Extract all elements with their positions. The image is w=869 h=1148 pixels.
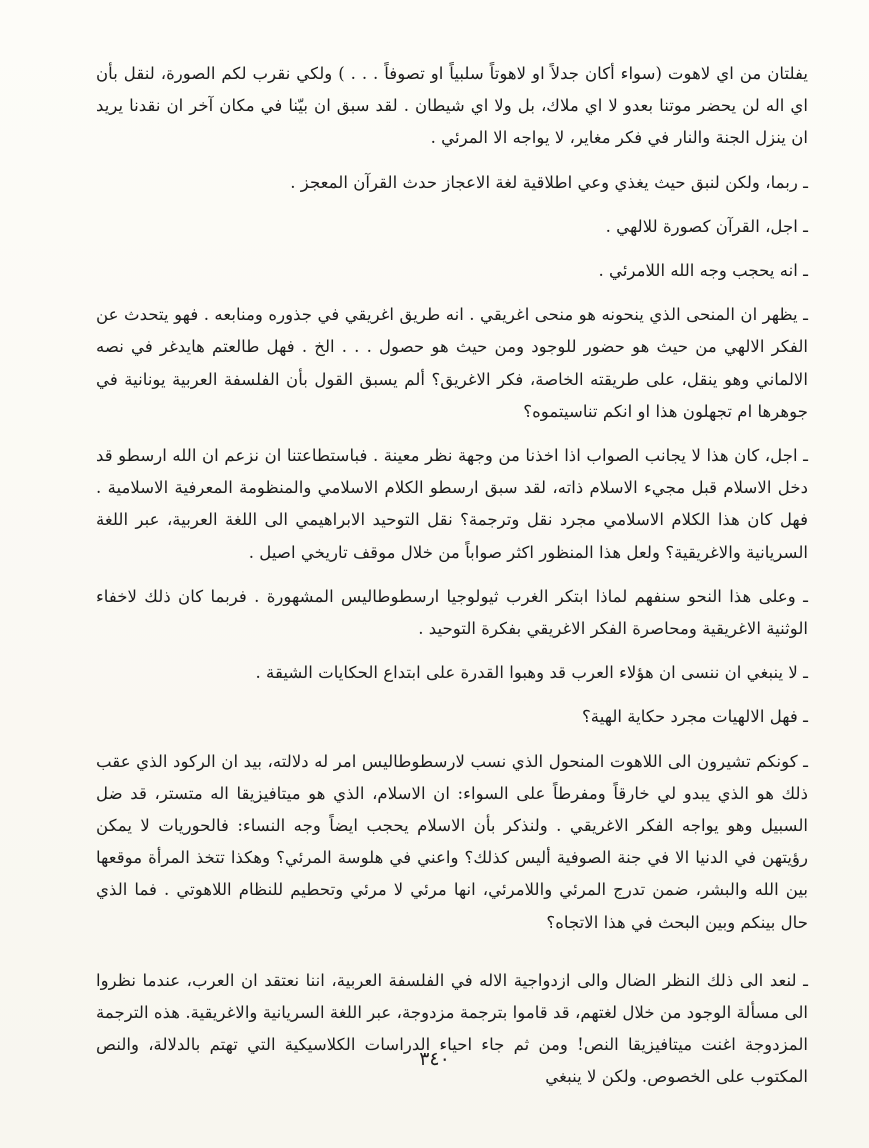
paragraph-8: ـ لا ينبغي ان ننسى ان هؤلاء العرب قد وهبوا القدرة على ابتداع الحكايات الشيقة . <box>255 663 808 683</box>
paragraph-6: ـ اجل، كان هذا لا يجانب الصواب اذا اخذنا من وجهة نظر معينة . فباستطاعتنا ان نزعم ان الله ارسطو قد دخل الاسلام قبل مجيء الاسلام ذاته، لقد سبق ارسطو الكلام الاسلامي والمنظومة المعرفية الاسلامية . فهل كان هذا الكلام الاسلامي مجرد نقل وترجمة؟ نقل التوحيد الابراهيمي الى اللغة العربية، عبر اللغة السريانية والاغريقية؟ ولعل هذا المنظور اكثر صواباً من خلال موقف تاريخي اصيل . <box>96 446 808 562</box>
body-text <box>96 58 808 1094</box>
page-number: ٣٤٠ <box>419 1048 450 1070</box>
paragraph-10: ـ كونكم تشيرون الى اللاهوت المنحول الذي نسب لارسطوطاليس امر له دلالته، بيد ان الركود الذي عقب ذلك هو الذي يبدو لي خارقاً ومفرطاً على السواء: ان الاسلام، الذي هو ميتافيزيقا اله متستر، قد ضل السبيل وهو يواجه الفكر الاغريقي . ولنذكر بأن الاسلام يحجب ايضاً وجه النساء: فالحوريات لا يمكن رؤيتهن في الدنيا الا في جنة الصوفية أليس كذلك؟ واعني في هلوسة المرئي؟ وهكذا تتخذ المرأة موقعها بين الله والبشر، ضمن تدرج المرئي واللامرئي، انها مرئي لا مرئي وتحطيم للنظام اللاهوتي . فما الذي حال بينكم وبين البحث في هذا الاتجاه؟ <box>96 751 808 932</box>
paragraph-4: ـ انه يحجب وجه الله اللامرئي . <box>598 261 808 281</box>
paragraph-9: ـ فهل الالهيات مجرد حكاية الهية؟ <box>581 707 808 727</box>
paragraph-5: ـ يظهر ان المنحى الذي ينحونه هو منحى اغريقي . انه طريق اغريقي في جذوره ومنابعه . فهو يتحدث عن الفكر الالهي من حيث هو حضور للوجود ومن حيث هو حصول . . . الخ . فهل طالعتم هايدغر في نصه الالماني وهو ينقل، على طريقته الخاصة، فكر الاغريق؟ ألم يسبق القول بأن الفلسفة العربية يونانية في جوهرها ام تجهلون هذا او انكم تناسيتموه؟ <box>96 305 808 421</box>
paragraph-11: ـ لنعد الى ذلك النظر الضال والى ازدواجية الاله في الفلسفة العربية، اننا نعتقد ان العرب، عندما نظروا الى مسألة الوجود من خلال لغتهم، قد قاموا بترجمة مزدوجة، عبر اللغة السريانية والاغريقية. هذه الترجمة المزدوجة اغنت ميتافيزيقا النص! ومن ثم جاء احياء الدراسات الكلاسيكية التي تهتم بالدلالة، والنص المكتوب على الخصوص. ولكن لا ينبغي <box>96 970 808 1087</box>
paragraph-1: يفلتان من اي لاهوت (سواء أكان جدلاً او لاهوتاً سلبياً او تصوفاً . . . ) ولكي نقرب لكم الصورة، لنقل بأن اي اله لن يحضر موتنا بعدو لا اي ملاك، بل ولا اي شيطان . لقد سبق ان بيّنا في مكان آخر ان نقدنا يريد ان ينزل الجنة والنار في فكر مغاير، لا يواجه الا المرئي . <box>96 64 808 148</box>
paragraph-2: ـ ربما، ولكن لنبق حيث يغذي وعي اطلاقية لغة الاعجاز حدث القرآن المعجز . <box>290 172 808 192</box>
paragraph-7: ـ وعلى هذا النحو سنفهم لماذا ابتكر الغرب ثيولوجيا ارسطوطاليس المشهورة . فربما كان ذلك لاخفاء الوثنية الاغريقية ومحاصرة الفكر الاغريقي بفكرة التوحيد . <box>96 586 808 639</box>
paragraph-3: ـ اجل، القرآن كصورة للالهي . <box>605 216 808 236</box>
